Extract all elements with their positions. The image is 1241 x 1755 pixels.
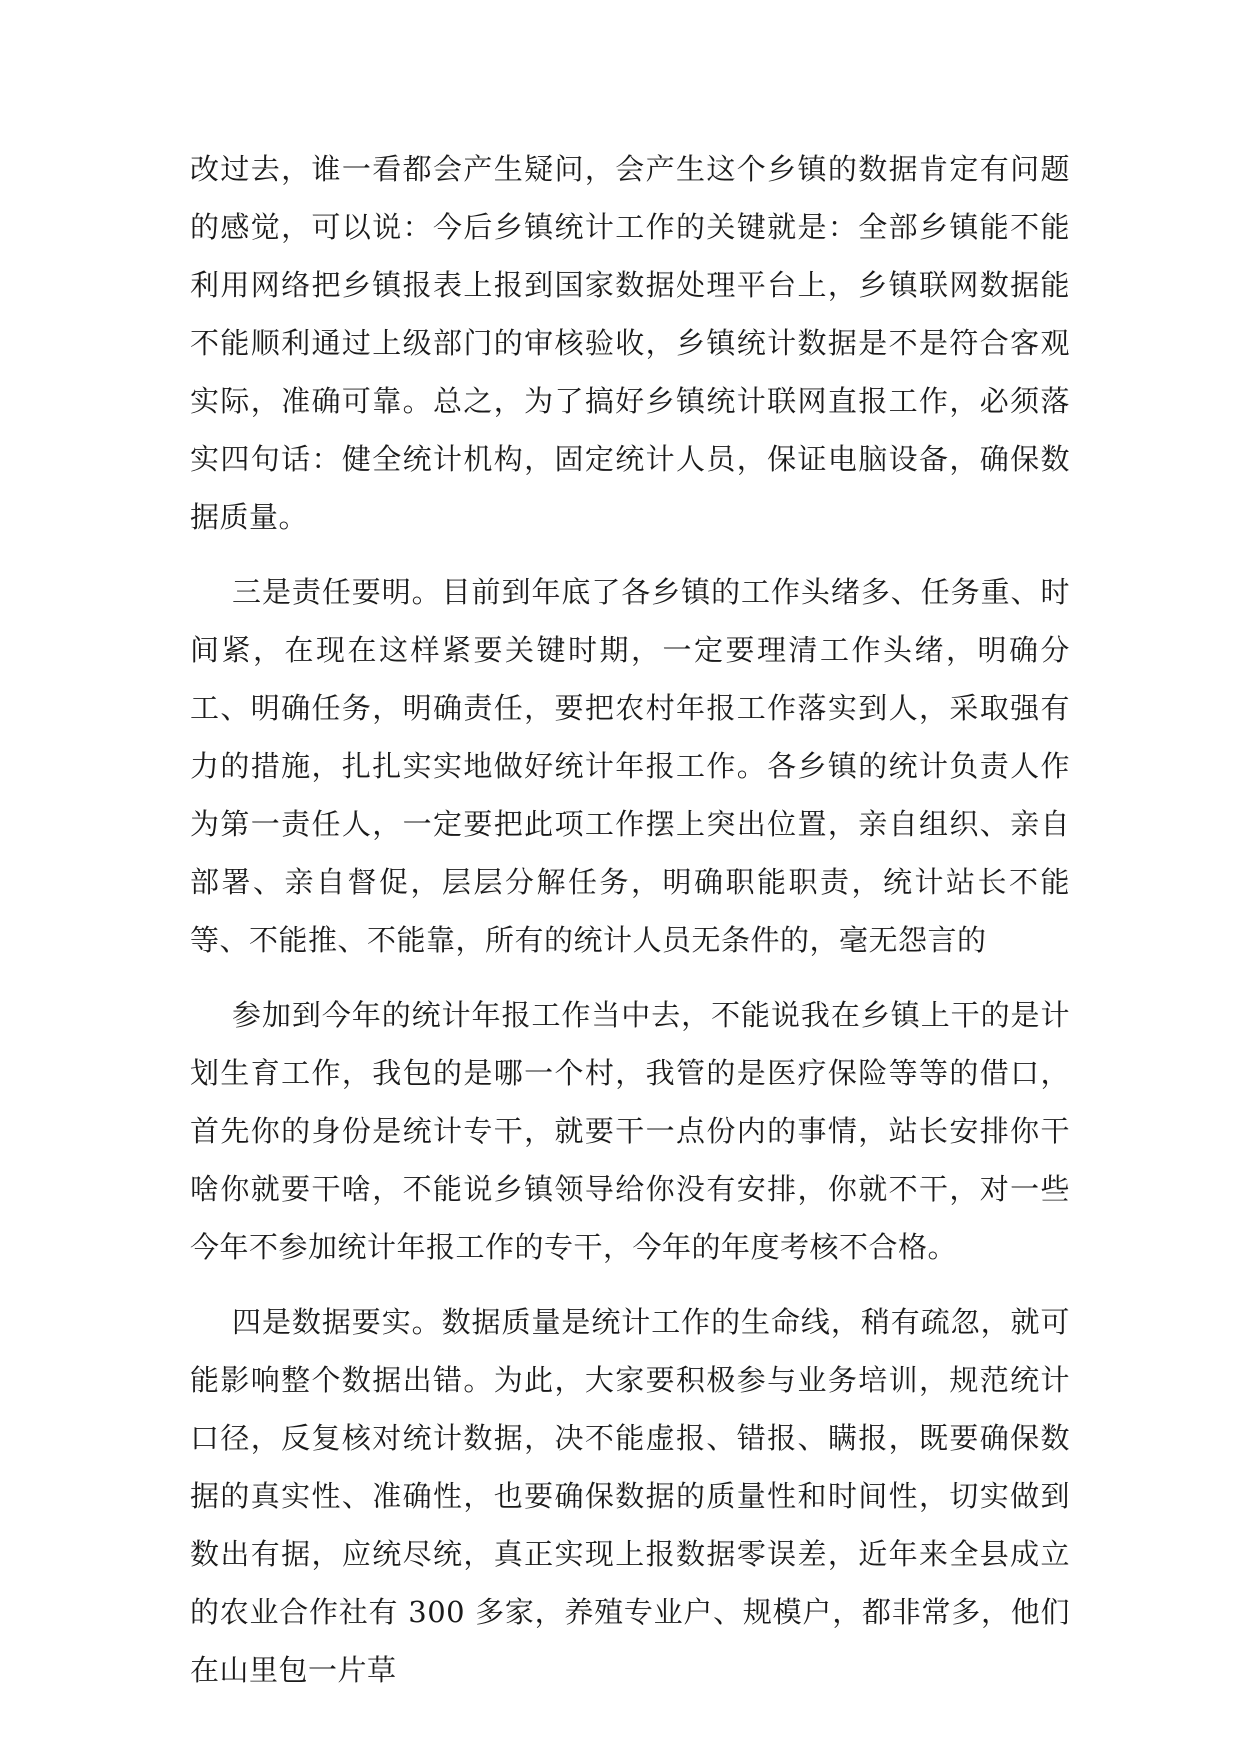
paragraph-4: 四是数据要实。数据质量是统计工作的生命线，稍有疏忽，就可能影响整个数据出错。为此，大家要积极参与业务培训，规范统计口径，反复核对统计数据，决不能虚报、错报、瞒报，既要确保数据的真实性、准确性，也要确保数据的质量性和时间性，切实做到数出有据，应统尽统，真正实现上报数据零误差，近年来全县成立的农业合作社有 300 多家，养殖专业户、规模户，都非常多，他们在山里包一片草 bbox=[190, 1305, 1070, 1687]
paragraph-2: 三是责任要明。目前到年底了各乡镇的工作头绪多、任务重、时间紧，在现在这样紧要关键时期，一定要理清工作头绪，明确分工、明确任务，明确责任，要把农村年报工作落实到人，采取强有力的措施，扎扎实实地做好统计年报工作。各乡镇的统计负责人作为第一责任人，一定要把此项工作摆上突出位置，亲自组织、亲自部署、亲自督促，层层分解任务，明确职能职责，统计站长不能等、不能推、不能靠，所有的统计人员无条件的，毫无怨言的 bbox=[190, 575, 1070, 957]
paragraph-1: 改过去，谁一看都会产生疑问，会产生这个乡镇的数据肯定有问题的感觉，可以说：今后乡镇统计工作的关键就是：全部乡镇能不能利用网络把乡镇报表上报到国家数据处理平台上，乡镇联网数据能不能顺利通过上级部门的审核验收，乡镇统计数据是不是符合客观实际，准确可靠。总之，为了搞好乡镇统计联网直报工作，必须落实四句话：健全统计机构，固定统计人员，保证电脑设备，确保数据质量。 bbox=[190, 152, 1070, 534]
document-page bbox=[190, 140, 1070, 1716]
paragraph-3: 参加到今年的统计年报工作当中去，不能说我在乡镇上干的是计划生育工作，我包的是哪一个村，我管的是医疗保险等等的借口，首先你的身份是统计专干，就要干一点份内的事情，站长安排你干啥你就要干啥，不能说乡镇领导给你没有安排，你就不干，对一些今年不参加统计年报工作的专干，今年的年度考核不合格。 bbox=[190, 998, 1070, 1264]
